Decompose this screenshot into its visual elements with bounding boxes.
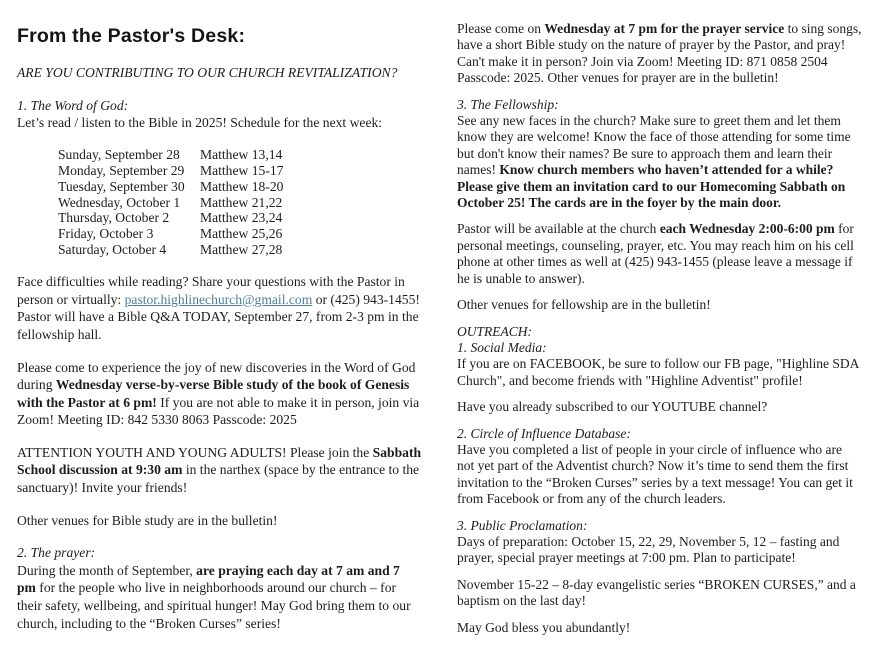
- para-genesis-study: [17, 359, 422, 429]
- para-pastor-availability: [457, 221, 862, 287]
- section-circle-of-influence: [457, 426, 862, 508]
- schedule-row: [58, 226, 422, 242]
- section-fellowship: [457, 97, 862, 212]
- schedule-row: [58, 163, 422, 179]
- para-neighborhood-prayer: [17, 562, 422, 632]
- schedule-row: [58, 179, 422, 195]
- section-title-fellowship: 3. The Fellowship:: [457, 96, 559, 112]
- text-segment: to sing songs, have a short Bible study on the nature of prayer by the Pastor, and pray! Can't make it in person? Join via Zoom! Meeting ID: 871 0858 2504 Passcode: 2025. Other venues for prayer are in the bulletin!: [457, 21, 862, 86]
- text-segment: Please come to experience the joy of new discoveries in the Word of God during: [17, 359, 416, 393]
- word-intro: Let’s read / listen to the Bible in 2025! Schedule for the next week:: [17, 115, 383, 131]
- section-title-prayer: 2. The prayer:: [17, 545, 96, 561]
- para-greet-new-faces: [457, 113, 862, 211]
- text-segment: in the narthex (space by the entrance to the sanctuary)! Invite your friends!: [17, 462, 420, 496]
- para-youtube: Have you already subscribed to our YOUTUBE channel?: [457, 399, 768, 415]
- section-prayer: [17, 544, 422, 632]
- schedule-row: [58, 147, 422, 163]
- section-title-public-proclamation: 3. Public Proclamation:: [457, 517, 588, 533]
- section-word-of-god: [17, 97, 422, 132]
- section-outreach-social: [457, 324, 862, 390]
- schedule-day: Tuesday, September 30: [58, 178, 185, 194]
- reading-schedule: [17, 147, 422, 258]
- section-title-social-media: 1. Social Media:: [457, 339, 547, 355]
- text-segment: ATTENTION YOUTH AND YOUNG ADULTS! Please join the: [17, 444, 373, 460]
- left-column: [17, 24, 422, 647]
- schedule-day: Sunday, September 28: [58, 146, 180, 162]
- para-facebook: If you are on FACEBOOK, be sure to follow our FB page, "Highline SDA Church", and become friends with "Highline Adventist" profile!: [457, 356, 859, 388]
- schedule-day: Thursday, October 2: [58, 210, 170, 226]
- schedule-reading: Matthew 21,22: [200, 194, 283, 210]
- text-segment: for the people who live in neighborhoods around our church – for their safety, wellbeing, and spiritual hunger! May God bring them to our church, including to the “Broken Curses” series!: [17, 580, 411, 631]
- para-circle-database: Have you completed a list of people in your circle of influence who are not yet part of the Adventist church? Now it’s time to send them the first invitation to the “Broken Curses” series by a text message! You can get it from Facebook or from any of the church leaders.: [457, 441, 853, 507]
- section-title-word-of-god: 1. The Word of God:: [17, 97, 129, 113]
- text-segment: or (425) 943-1455! Pastor will have a Bible Q&A TODAY, September 27, from 2-3 pm in the fellowship hall.: [17, 291, 420, 342]
- text-segment: Pastor will be available at the church: [457, 221, 660, 237]
- page-title: From the Pastor's Desk:: [17, 25, 246, 47]
- text-segment-bold: Know church members who haven’t attended for a while? Please give them an invitation card to our Homecoming Sabbath on October 25! The cards are in the foyer by the main door.: [457, 162, 846, 211]
- schedule-day: Saturday, October 4: [58, 242, 167, 258]
- schedule-day: Friday, October 3: [58, 226, 154, 242]
- text-segment-bold: Wednesday verse-by-verse Bible study of the book of Genesis with the Pastor at 6 pm!: [17, 377, 410, 410]
- schedule-reading: Matthew 15-17: [200, 162, 284, 178]
- text-segment-bold: each Wednesday 2:00-6:00 pm: [659, 221, 835, 237]
- schedule-reading: Matthew 13,14: [200, 146, 283, 162]
- schedule-row: [58, 210, 422, 226]
- schedule-reading: Matthew 25,26: [200, 226, 283, 242]
- text-segment: Please come on: [457, 21, 545, 36]
- schedule-reading: Matthew 23,24: [200, 210, 283, 226]
- para-youth-sabbath-school: [17, 444, 422, 497]
- tagline: ARE YOU CONTRIBUTING TO OUR CHURCH REVITALIZATION?: [17, 65, 398, 80]
- schedule-day: Monday, September 29: [58, 162, 185, 178]
- text-segment: If you are not able to make it in person, join via Zoom! Meeting ID: 842 5330 8063 Passcode: 2025: [17, 394, 420, 428]
- text-segment: See any new faces in the church? Make sure to greet them and let them know they are welcome! Know the face of those attending for some time but don't know their names? Be sure to approach them and learn their names!: [457, 113, 851, 178]
- schedule-reading: Matthew 18-20: [200, 178, 284, 194]
- text-segment: for personal meetings, counseling, prayer, etc. You may reach him on his cell phone at other times as well at (425) 943-1455 (please leave a message if he is unable to answer).: [457, 221, 854, 286]
- para-days-of-preparation: Days of preparation: October 15, 22, 29, November 5, 12 – fasting and prayer, special prayer meetings at 7:00 pm. Plan to participate!: [457, 533, 840, 566]
- schedule-row: [58, 242, 422, 258]
- para-reading-questions: [17, 273, 422, 343]
- outreach-title: OUTREACH:: [457, 323, 532, 339]
- schedule-row: [58, 195, 422, 211]
- text-segment-bold: Wednesday at 7 pm for the prayer service: [544, 21, 785, 36]
- schedule-reading: Matthew 27,28: [200, 242, 283, 258]
- text-segment-bold: are praying each day at 7 am and 7 pm: [17, 562, 400, 596]
- para-evangelistic-series: November 15-22 – 8-day evangelistic series “BROKEN CURSES,” and a baptism on the last day!: [457, 576, 856, 609]
- para-other-bible-venues: Other venues for Bible study are in the bulletin!: [17, 512, 278, 528]
- text-segment: During the month of September,: [17, 562, 197, 578]
- text-segment-bold: Sabbath School discussion at 9:30 am: [17, 444, 422, 478]
- para-other-fellowship-venues: Other venues for fellowship are in the bulletin!: [457, 297, 711, 313]
- section-title-circle-of-influence: 2. Circle of Influence Database:: [457, 425, 631, 441]
- schedule-day: Wednesday, October 1: [58, 194, 181, 210]
- text-segment: Face difficulties while reading? Share your questions with the Pastor in person or virtually:: [17, 274, 405, 307]
- para-blessing: May God bless you abundantly!: [457, 619, 631, 635]
- section-public-proclamation: [457, 518, 862, 567]
- para-wednesday-prayer-service: [457, 21, 862, 87]
- email-link[interactable]: pastor.highlinechurch@gmail.com: [124, 291, 313, 307]
- right-column: [457, 21, 862, 646]
